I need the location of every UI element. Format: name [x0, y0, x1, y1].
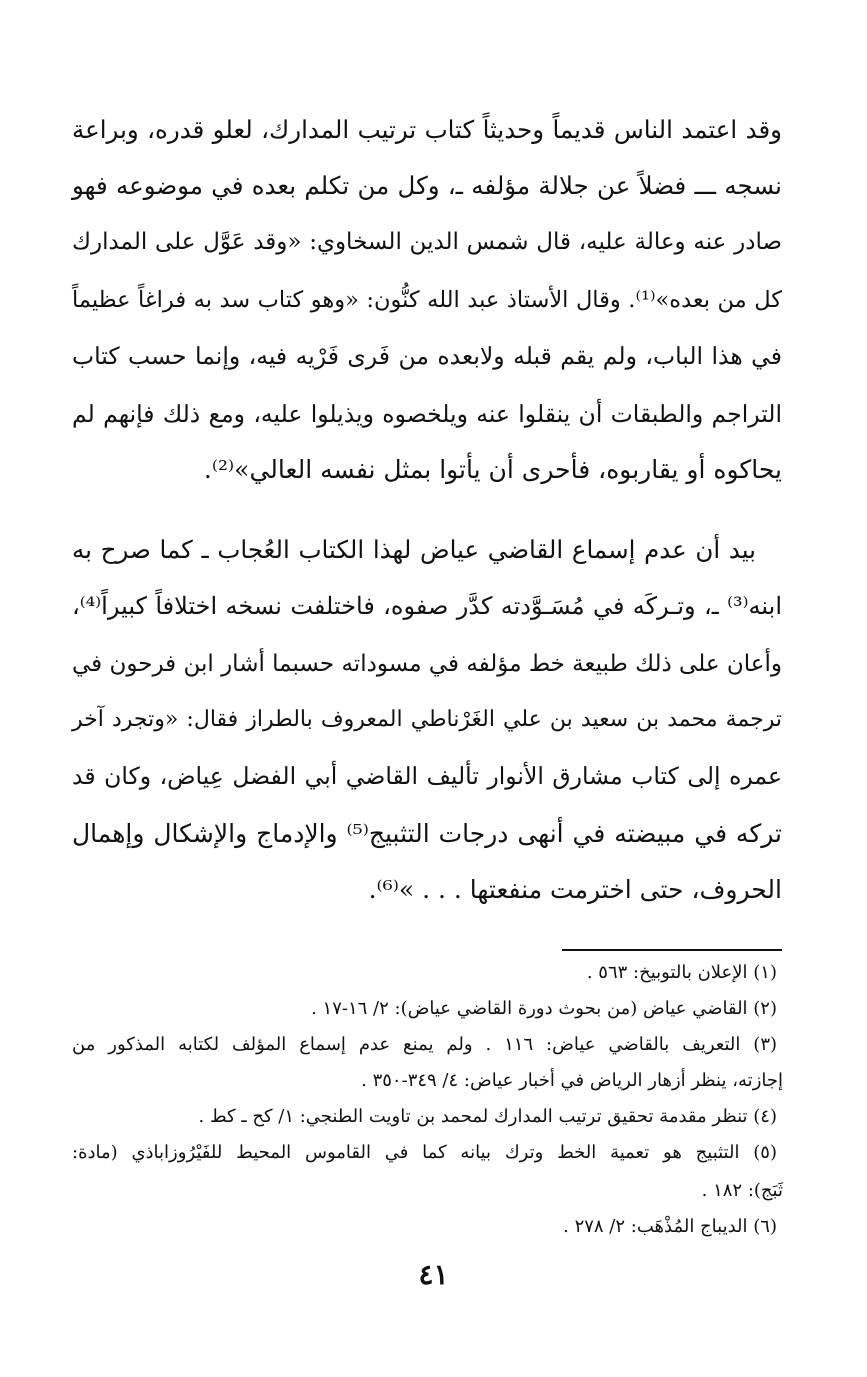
footnote-6: (٦) الديباج المُذْهَب: ٢/ ٢٧٨ . — [563, 1216, 777, 1237]
footnote-5: (٥) التثبيج هو تعمية الخط وترك بيانه كما في القاموس المحيط للفَيْرُوزاباذي (مادة: — [72, 1142, 777, 1163]
page-number: ٤١ — [418, 1258, 449, 1291]
text-line: عمره إلى كتاب مشارق الأنوار تأليف القاضي أبي الفضل عِياض، وكان قد — [72, 762, 782, 790]
text-line: الحروف، حتى اخترمت منفعتها . . . »⁽⁶⁾. — [368, 875, 782, 904]
footnote-2: (٢) القاضي عياض (من بحوث دورة القاضي عياض): ٢/ ١٦-١٧ . — [311, 998, 777, 1019]
text-line: نسجه ـــ فضلاً عن جلالة مؤلفه ـ، وكل من تكلم بعده في موضوعه فهو — [72, 171, 782, 200]
paragraph-2 — [72, 528, 782, 928]
text-line: في هذا الباب، ولم يقم قبله ولابعده من فَرى فَرْيه فيه، وإنما حسب كتاب — [72, 342, 782, 370]
footnote-1: (١) الإعلان بالتوبيخ: ٥٦٣ . — [586, 962, 777, 983]
text-line: ابنه⁽³⁾ ـ، وتـركَه في مُسَـوَّدته كدَّر صفوه، فاختلفت نسخه اختلافاً كبيراً⁽⁴⁾، — [72, 592, 782, 620]
text-line: وقد اعتمد الناس قديماً وحديثاً كتاب ترتيب المدارك، لعلو قدره، وبراعة — [72, 115, 782, 144]
text-line: يحاكوه أو يقاربوه، فأحرى أن يأتوا بمثل نفسه العالي»⁽²⁾. — [203, 455, 782, 484]
footnote-separator — [562, 949, 782, 951]
text-line: صادر عنه وعالة عليه، قال شمس الدين السخاوي: «وقد عَوَّل على المدارك — [72, 229, 782, 255]
text-line: وأعان على ذلك طبيعة خط مؤلفه في مسوداته حسبما أشار ابن فرحون في — [72, 651, 782, 677]
paragraph-1 — [72, 108, 782, 508]
text-line: بيد أن عدم إسماع القاضي عياض لهذا الكتاب العُجاب ـ كما صرح به — [72, 535, 756, 564]
footnote-5-continued: ثَبَج): ١٨٢ . — [701, 1180, 783, 1201]
text-line: كل من بعده»⁽¹⁾. وقال الأستاذ عبد الله كنُّون: «وهو كتاب سد به فراغاً عظيماً — [72, 287, 783, 313]
text-line: التراجم والطبقات أن ينقلوا عنه ويلخصوه ويذيلوا عليه، ومع ذلك فإنهم لم — [72, 400, 782, 428]
footnote-3-continued: إجازته، ينظر أزهار الرياض في أخبار عياض: ٤/ ٣٤٩-٣٥٠ . — [361, 1070, 783, 1091]
footnote-3: (٣) التعريف بالقاضي عياض: ١١٦ . ولم يمنع عدم إسماع المؤلف لكتابه المذكور من — [72, 1034, 778, 1055]
text-line: تركه في مبيضته في أنهى درجات التثبيج⁽⁵⁾ والإدماج والإشكال وإهمال — [72, 819, 782, 848]
text-line: ترجمة محمد بن سعيد بن علي الغَرْناطي المعروف بالطراز فقال: «وتجرد آخر — [72, 707, 782, 732]
footnote-4: (٤) تنظر مقدمة تحقيق ترتيب المدارك لمحمد بن تاويت الطنجي: ١/ كح ـ كط . — [198, 1106, 777, 1127]
